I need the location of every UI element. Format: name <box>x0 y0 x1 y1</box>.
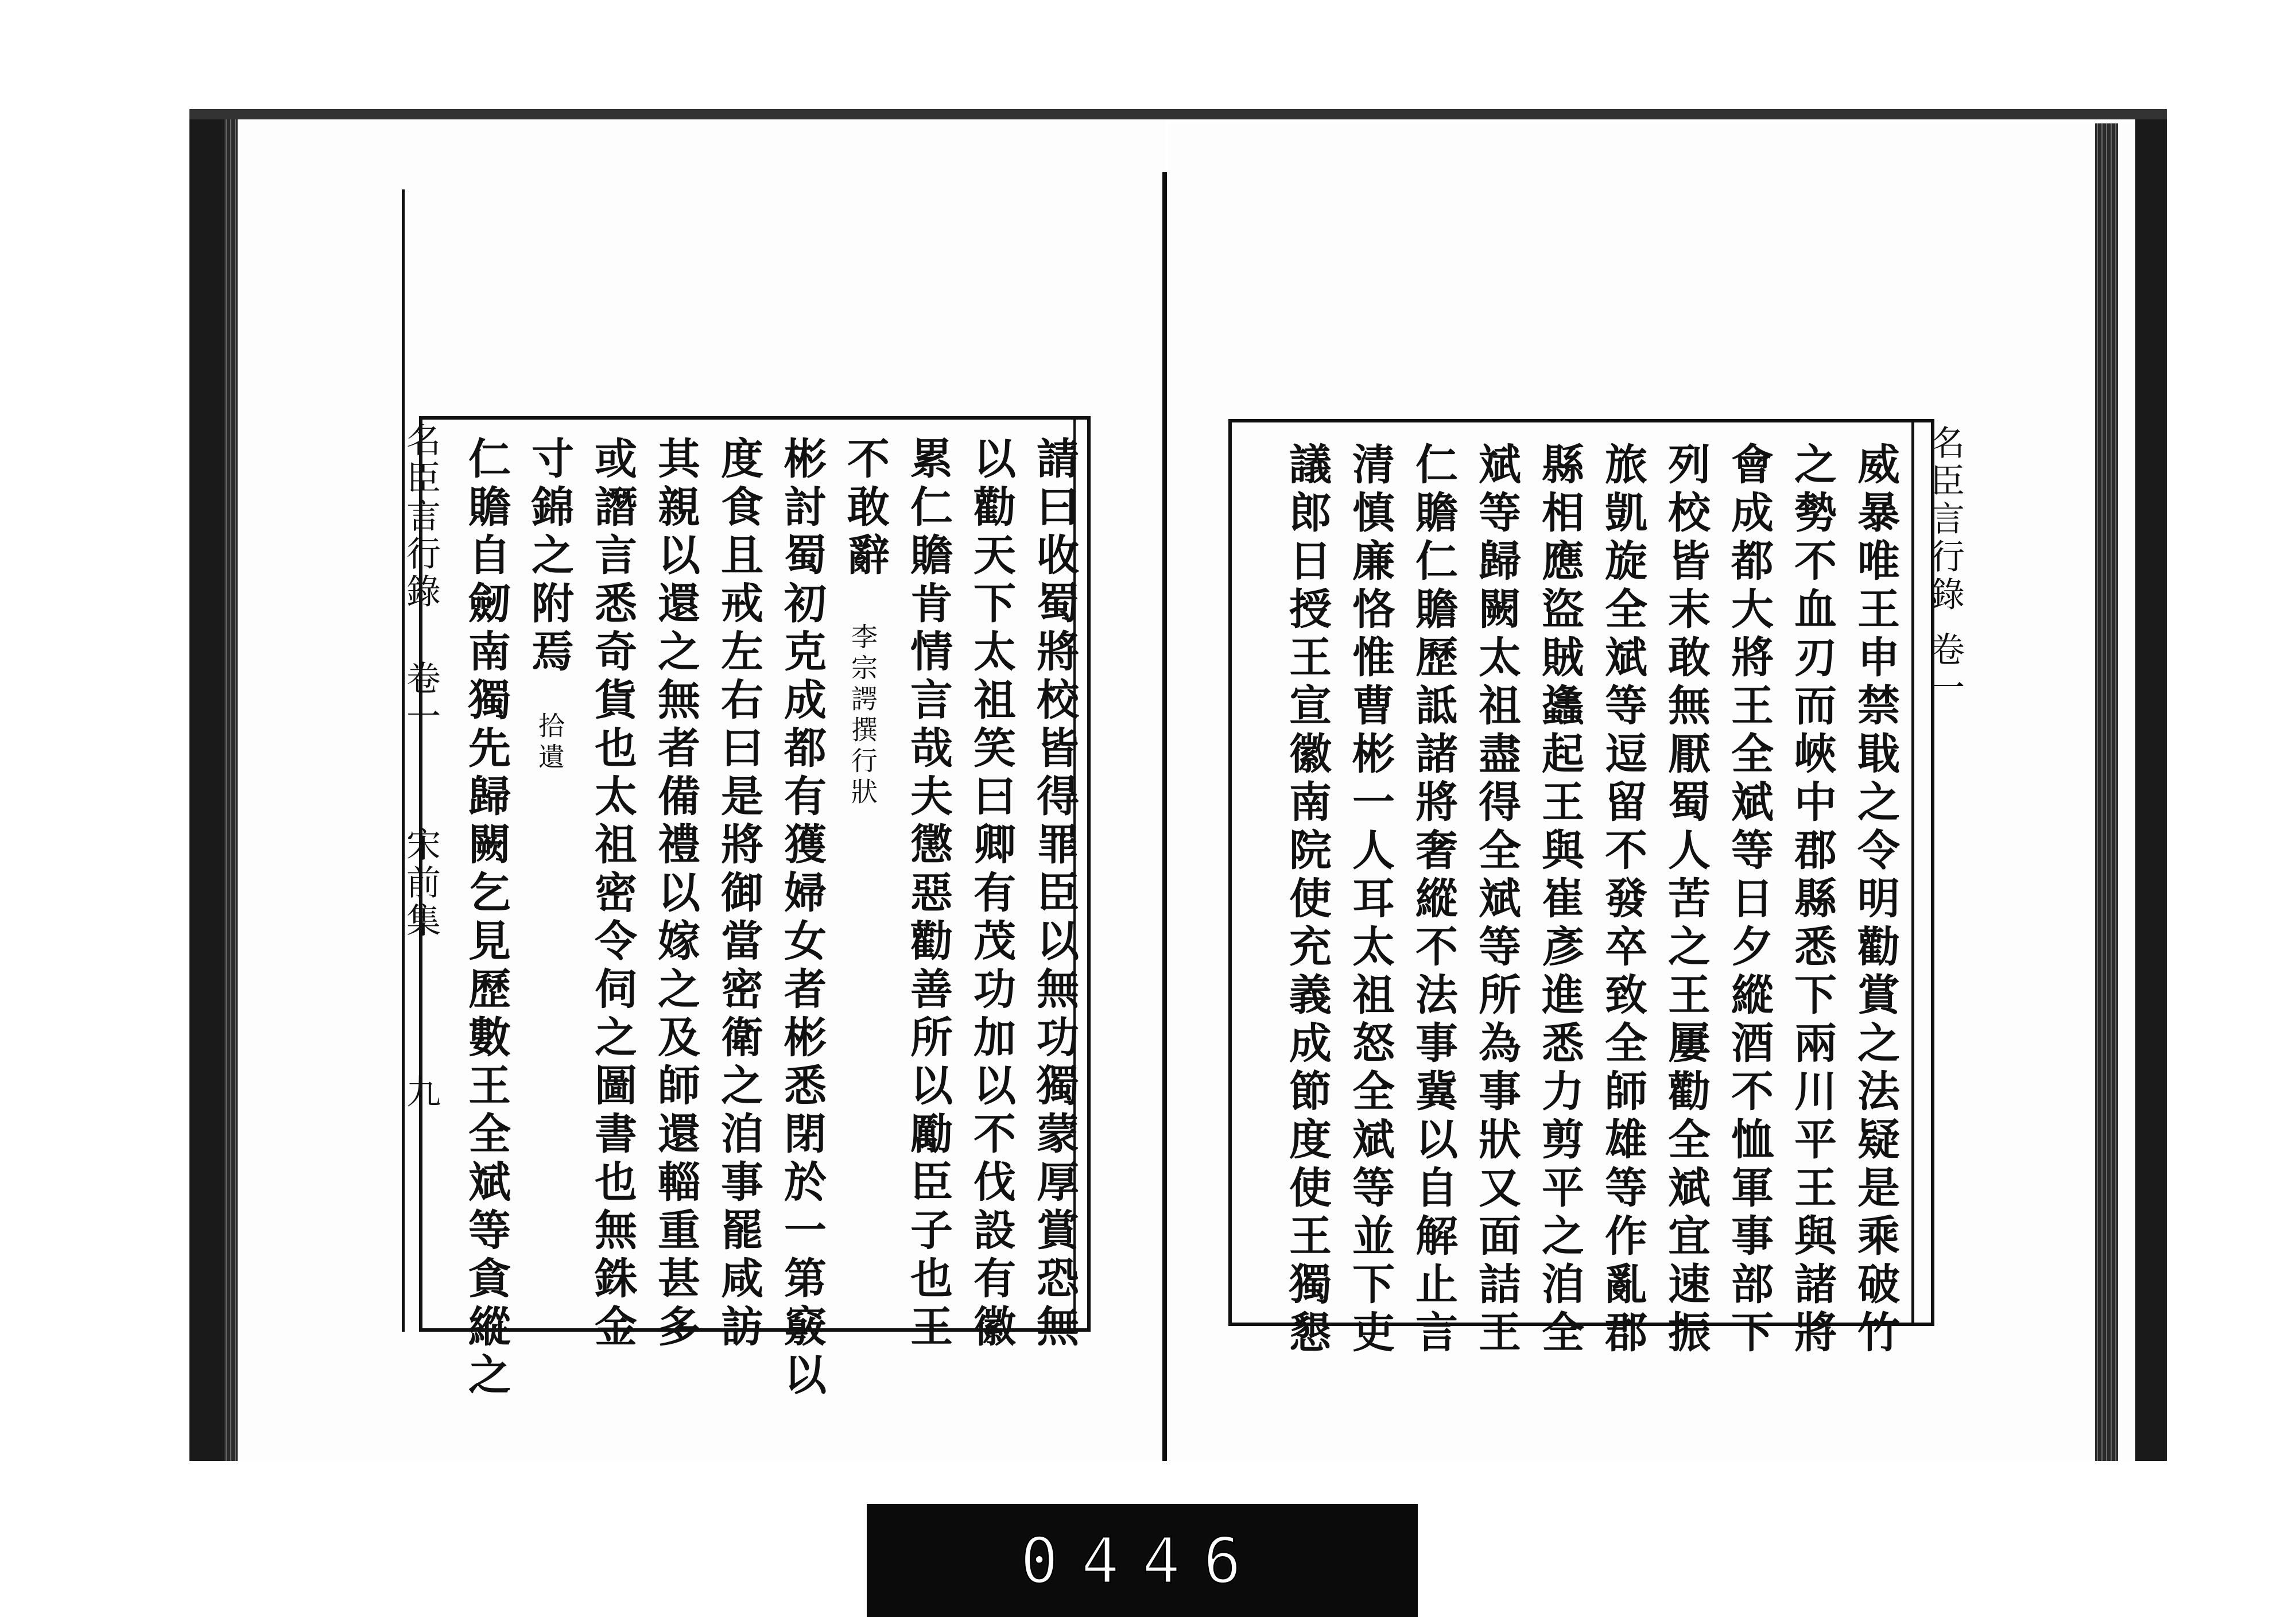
left-book-edge <box>189 109 224 1461</box>
right-book-edge <box>2135 118 2167 1461</box>
left-margin-title: 名臣言行錄 <box>401 422 441 611</box>
left-column-10: 仁贍自劒南獨先歸闕乞見歷數王全斌等貪縱之 <box>461 436 511 1401</box>
gutter-line <box>1162 172 1167 1461</box>
left-margin-section: 宋前集 <box>401 827 441 940</box>
right-page-fore-edge <box>2095 123 2118 1461</box>
right-column-8: 仁贍仁贍歷詆諸將奢縱不法事冀以自解止言 <box>1409 442 1458 1358</box>
left-column-6: 度食且戒左右曰是將御當密衛之洎事罷咸訪 <box>714 436 763 1352</box>
left-column-8: 或譖言悉奇貨也太祖密令伺之圖書也無銖金 <box>588 436 637 1352</box>
left-page-fore-edge <box>224 119 238 1461</box>
left-margin-rule <box>402 189 405 1332</box>
left-column-9: 寸錦之附焉 <box>525 436 574 677</box>
catalog-number: 0446 <box>1020 1523 1265 1597</box>
top-book-edge <box>189 109 2167 119</box>
left-column-5: 彬討蜀初克成都有獲婦女者彬悉閉於一第竅以 <box>777 436 827 1401</box>
right-column-1: 威暴唯王申禁戢之令明勸賞之法疑是乘破竹 <box>1851 442 1900 1358</box>
left-note-source: 李宗諤撰行狀 <box>847 623 878 809</box>
right-column-9: 清慎廉恪惟曹彬一人耳太祖怒全斌等並下吏 <box>1345 442 1395 1358</box>
right-column-5: 旅凱旋全斌等逗留不發卒致全師雄等作亂郡 <box>1598 442 1647 1358</box>
right-column-6: 縣相應盜賊蠭起王與崔彥進悉力剪平之洎全 <box>1535 442 1584 1358</box>
left-column-1: 請曰收蜀將校皆得罪臣以無功獨蒙厚賞恐無 <box>1030 436 1079 1352</box>
catalog-number-stamp <box>867 1504 1418 1617</box>
right-margin-volume: 卷一 <box>1925 631 1965 707</box>
right-column-7: 斌等歸闕太祖盡得全斌等所為事狀又面詰王 <box>1472 442 1521 1358</box>
left-margin-folio: 九 <box>401 1073 441 1111</box>
right-column-2: 之勢不血刃而峽中郡縣悉下兩川平王與諸將 <box>1787 442 1837 1358</box>
left-margin-volume: 卷一 <box>401 660 441 736</box>
left-column-3: 累仁贍肯情言哉夫懲惡勸善所以勵臣子也王 <box>903 436 953 1352</box>
right-column-10: 議郎日授王宣徽南院使充義成節度使王獨懇 <box>1282 442 1332 1358</box>
right-column-4: 列校皆末敢無厭蜀人苦之王屢勸全斌宜速振 <box>1661 442 1711 1358</box>
left-column-2: 以勸天下太祖笑曰卿有茂功加以不伐設有徽 <box>967 436 1016 1352</box>
left-column-7: 其親以還之無者備禮以嫁之及師還輜重甚多 <box>651 436 700 1352</box>
right-column-3: 會成都大將王全斌等日夕縱酒不恤軍事部下 <box>1724 442 1774 1358</box>
right-margin-title: 名臣言行錄 <box>1925 425 1965 614</box>
right-margin-rule <box>1911 419 1914 1326</box>
left-column-4: 不敢辭 <box>840 436 890 581</box>
left-note-supplement: 拾遺 <box>534 712 565 774</box>
